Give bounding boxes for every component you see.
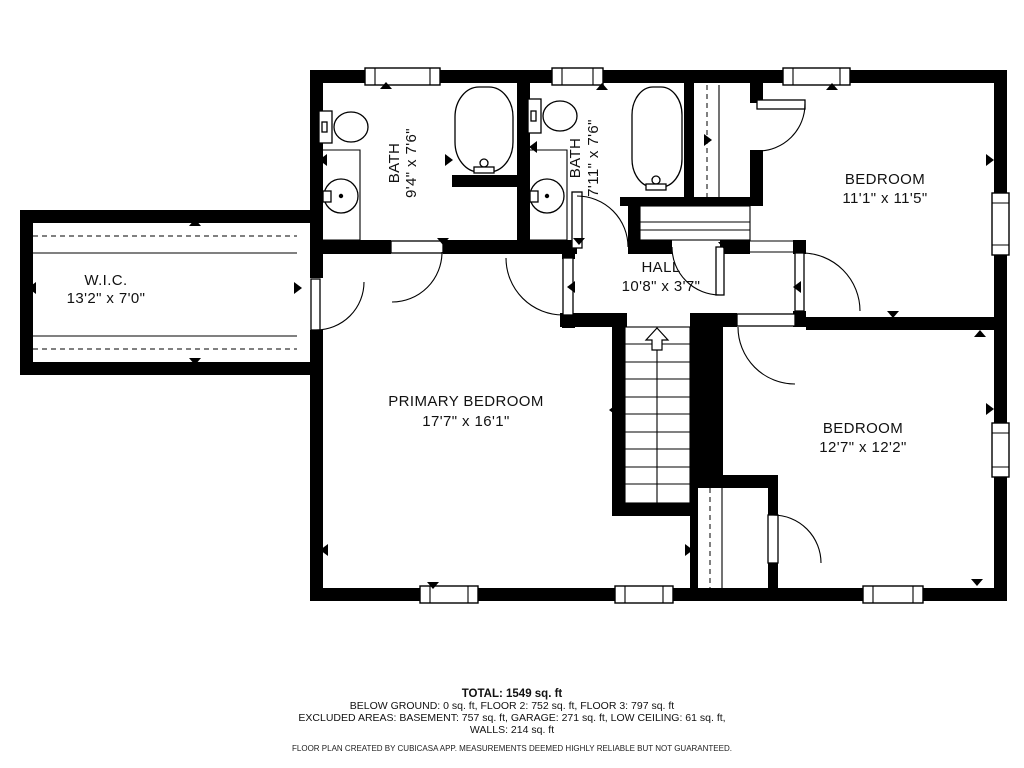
room-name: PRIMARY BEDROOM: [388, 393, 544, 410]
room-label-primary-bedroom: [388, 393, 543, 430]
room-label-bath-2: [567, 119, 602, 197]
room-label-hall: [622, 259, 701, 295]
door-closet-top: [757, 100, 805, 151]
room-label-wic: [67, 272, 146, 307]
room-dims: 11'1" x 11'5": [842, 190, 928, 207]
window: [365, 68, 440, 85]
cased-opening: [750, 241, 793, 253]
room-label-bedroom-bottom: [819, 420, 906, 456]
room-dims: 12'7" x 12'2": [819, 439, 907, 456]
toilet-icon: [528, 99, 577, 133]
sink-icon: [530, 150, 567, 240]
summary-floors: BELOW GROUND: 0 sq. ft, FLOOR 2: 752 sq. ft, FLOOR 3: 797 sq. ft: [349, 700, 675, 712]
closet-rod: [710, 488, 722, 588]
room-name: BATH: [567, 137, 584, 179]
room-name: HALL: [641, 259, 681, 276]
door-primary-bedroom: [506, 258, 573, 315]
room-dims: 10'8" x 3'7": [621, 278, 701, 295]
summary-excluded-areas: EXCLUDED AREAS: BASEMENT: 757 sq. ft, GARAGE: 271 sq. ft, LOW CEILING: 61 sq. ft,: [298, 712, 726, 724]
room-name: W.I.C.: [84, 272, 128, 289]
bathtub-icon: [632, 87, 682, 190]
door-bedroom-bottom: [737, 314, 795, 384]
bathtub-icon: [455, 87, 513, 173]
room-name: BATH: [386, 142, 403, 184]
window: [992, 423, 1009, 477]
stairs-up-arrow-icon: [646, 328, 668, 350]
stairs-icon: [625, 327, 690, 503]
room-dims: 7'11" x 7'6": [585, 119, 602, 197]
summary-total: TOTAL: 1549 sq. ft: [461, 688, 563, 700]
toilet-icon: [319, 111, 368, 143]
room-label-bedroom-top: [842, 171, 927, 207]
door-closet-bottom: [768, 515, 821, 563]
sink-icon: [323, 150, 360, 240]
fixtures: [319, 87, 682, 240]
window: [420, 586, 478, 603]
summary-disclaimer: FLOOR PLAN CREATED BY CUBICASA APP. MEASUREMENTS DEEMED HIGHLY RELIABLE BUT NOT GUARANTEED.: [292, 744, 732, 753]
window: [992, 193, 1009, 255]
room-dims: 17'7" x 16'1": [422, 413, 510, 430]
room-dims: 13'2" x 7'0": [66, 290, 146, 307]
room-dims: 9'4" x 7'6": [403, 128, 420, 198]
door-bath-1: [391, 241, 443, 302]
room-label-bath-1: [386, 128, 420, 198]
window: [615, 586, 673, 603]
linen-cabinet: [640, 206, 750, 240]
area-summary: [292, 688, 732, 753]
window: [783, 68, 850, 85]
door-bedroom-top: [795, 253, 860, 311]
window: [863, 586, 923, 603]
room-name: BEDROOM: [822, 420, 904, 437]
summary-walls: WALLS: 214 sq. ft: [469, 724, 555, 736]
door-wic: [308, 278, 364, 330]
room-name: BEDROOM: [844, 171, 926, 188]
window: [552, 68, 603, 85]
